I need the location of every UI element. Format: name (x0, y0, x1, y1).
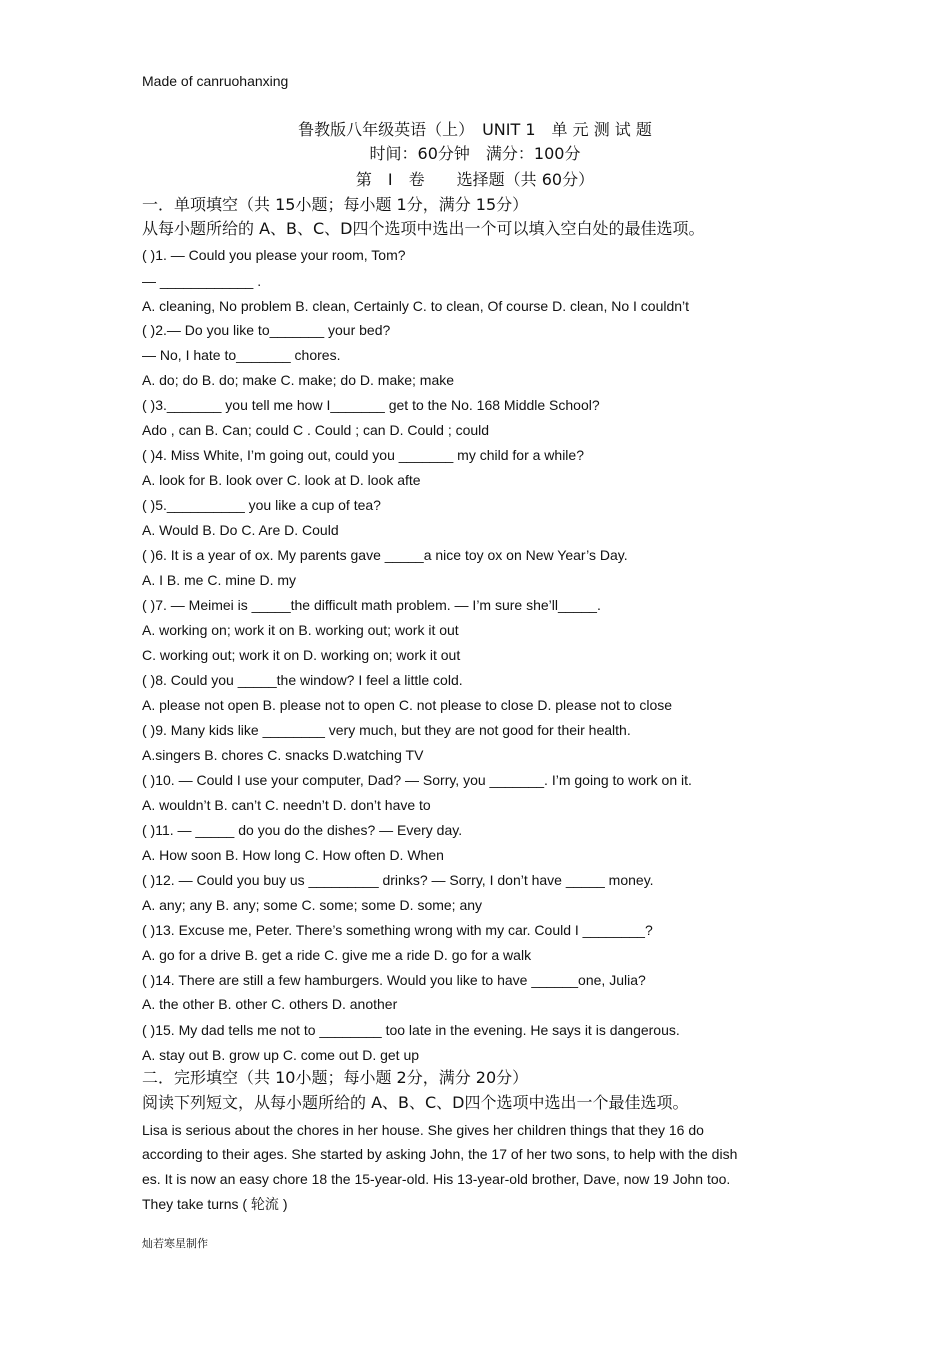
question-line: ( )15. My dad tells me not to ________ too late in the evening. He says it is dangerous. (142, 1022, 680, 1038)
passage-line: Lisa is serious about the chores in her house. She gives her children things that they 16 do (142, 1122, 704, 1138)
question-line: A. go for a drive B. get a ride C. give me a ride D. go for a walk (142, 947, 532, 963)
question-line: ( )14. There are still a few hamburgers. Would you like to have ______one, Julia? (142, 972, 646, 988)
section1-heading: 一．单项填空（共 15小题；每小题 1分，满分 15分） (142, 195, 529, 214)
question-line: ( )5.__________ you like a cup of tea? (142, 497, 381, 513)
question-line: A. look for B. look over C. look at D. look afte (142, 472, 421, 488)
question-line: — No, I hate to_______ chores. (142, 347, 341, 363)
volume-heading: 第 I 卷 选择题（共 60分） (355, 170, 595, 189)
question-line: — ____________ . (142, 273, 262, 289)
question-line: A. do; do B. do; make C. make; do D. make; make (142, 372, 455, 388)
question-line: A. Would B. Do C. Are D. Could (142, 522, 339, 538)
passage-line: es. It is now an easy chore 18 the 15-year-old. His 13-year-old brother, Dave, now 19 John too. (142, 1171, 731, 1187)
question-line: A. please not open B. please not to open C. not please to close D. please not to close (142, 697, 673, 713)
footer-credit: 灿若寒星制作 (142, 1238, 208, 1250)
question-line: ( )3._______ you tell me how I_______ get to the No. 168 Middle School? (142, 397, 600, 413)
question-line: A. wouldn’t B. can’t C. needn’t D. don’t have to (142, 797, 431, 813)
section2-heading: 二．完形填空（共 10小题；每小题 2分，满分 20分） (142, 1068, 529, 1087)
question-line: Ado , can B. Can; could C . Could ; can D. Could ; could (142, 422, 490, 438)
question-line: ( )1. — Could you please your room, Tom? (142, 247, 406, 263)
section2-instruction: 阅读下列短文，从每小题所给的 A、B、C、D四个选项中选出一个最佳选项。 (142, 1093, 689, 1112)
question-line: ( )7. — Meimei is _____the difficult math problem. — I’m sure she’ll_____. (142, 597, 601, 613)
question-line: A. How soon B. How long C. How often D. When (142, 847, 444, 863)
question-line: A. stay out B. grow up C. come out D. get up (142, 1047, 420, 1063)
question-line: ( )4. Miss White, I’m going out, could you _______ my child for a while? (142, 447, 584, 463)
question-line: ( )9. Many kids like ________ very much, but they are not good for their health. (142, 722, 631, 738)
question-line: ( )12. — Could you buy us _________ drinks? — Sorry, I don’t have _____ money. (142, 872, 654, 888)
doc-title: 鲁教版八年级英语（上） UNIT 1 单 元 测 试 题 (298, 120, 652, 139)
question-line: ( )13. Excuse me, Peter. There’s something wrong with my car. Could I ________? (142, 922, 653, 938)
question-line: A. any; any B. any; some C. some; some D. some; any (142, 897, 483, 913)
question-line: ( )10. — Could I use your computer, Dad? — Sorry, you _______. I’m going to work on it. (142, 772, 692, 788)
question-line: A.singers B. chores C. snacks D.watching TV (142, 747, 424, 763)
question-line: A. cleaning, No problem B. clean, Certainly C. to clean, Of course D. clean, No I couldn’t (142, 298, 690, 314)
question-line: ( )8. Could you _____the window? I feel a little cold. (142, 672, 463, 688)
question-line: A. the other B. other C. others D. another (142, 996, 398, 1012)
question-line: A. working on; work it on B. working out; work it out (142, 622, 459, 638)
question-line: ( )6. It is a year of ox. My parents gave _____a nice toy ox on New Year’s Day. (142, 547, 628, 563)
question-line: C. working out; work it on D. working on; work it out (142, 647, 461, 663)
passage-line: according to their ages. She started by asking John, the 17 of her two sons, to help with the dish (142, 1146, 738, 1162)
question-line: ( )2.— Do you like to_______ your bed? (142, 322, 391, 338)
exam-time-score: 时间：60分钟 满分：100分 (369, 144, 581, 163)
passage-line: They take turns ( 轮流 ) (142, 1196, 288, 1212)
question-line: ( )11. — _____ do you do the dishes? — Every day. (142, 822, 463, 838)
question-line: A. I B. me C. mine D. my (142, 572, 297, 588)
made-of-header: Made of canruohanxing (142, 73, 289, 89)
section1-instruction: 从每小题所给的 A、B、C、D四个选项中选出一个可以填入空白处的最佳选项。 (142, 219, 705, 238)
